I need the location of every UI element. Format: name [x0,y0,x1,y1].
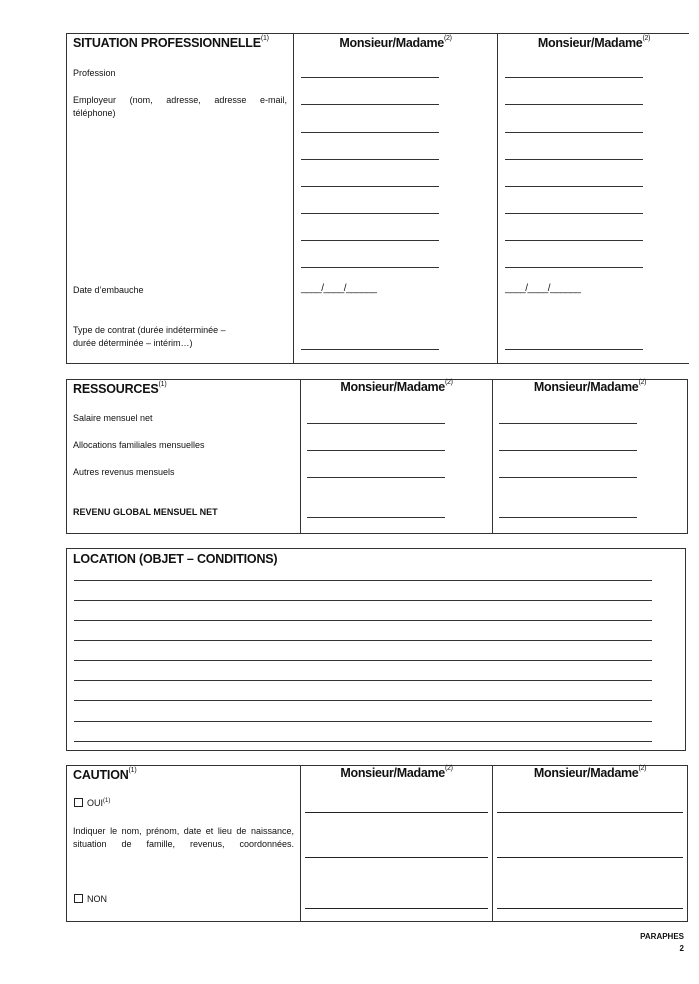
location-line[interactable] [74,721,652,722]
section-title: LOCATION (OBJET – CONDITIONS) [73,552,278,566]
type-contrat-field-2[interactable] [505,349,643,350]
autres-revenus-label: Autres revenus mensuels [73,467,175,477]
allocations-label: Allocations familiales mensuelles [73,440,205,450]
section-title: SITUATION PROFESSIONNELLE$^{(1)}$ [73,35,269,50]
location-line[interactable] [74,600,652,601]
divider [497,34,498,363]
employeur-field-2[interactable] [505,159,643,160]
section-title: CAUTION$^{(1)}$ [73,767,137,782]
divider [293,34,294,363]
caution-section [66,765,688,922]
date-embauche-field-1[interactable]: ____/____/______ [301,283,377,294]
location-line[interactable] [74,580,652,581]
employeur-field-2[interactable] [505,240,643,241]
profession-field-2[interactable] [505,77,643,78]
revenu-global-field-1[interactable] [307,517,445,518]
column-header-1: Monsieur/Madame$^{(2)}$ [340,765,453,780]
situation-professionnelle-section [66,33,689,364]
employeur-field-1[interactable] [301,104,439,105]
employeur-field-2[interactable] [505,104,643,105]
employeur-field-1[interactable] [301,159,439,160]
location-line[interactable] [74,640,652,641]
autres-revenus-field-2[interactable] [499,477,637,478]
profession-label: Profession [73,68,116,78]
divider [300,380,301,533]
employeur-field-2[interactable] [505,186,643,187]
divider [300,766,301,921]
employeur-field-1[interactable] [301,186,439,187]
employeur-field-2[interactable] [505,213,643,214]
location-line[interactable] [74,660,652,661]
caution-field-1[interactable] [305,908,488,909]
type-contrat-label: Type de contrat (durée indéterminée – durée déterminée – intérim…) [73,325,226,348]
paraphes-label: PARAPHES [640,932,684,941]
salaire-label: Salaire mensuel net [73,413,153,423]
caution-field-2[interactable] [497,908,683,909]
divider [492,766,493,921]
page-number: 2 [679,944,684,953]
column-header-2: Monsieur/Madame$^{(2)}$ [533,765,647,780]
ressources-section [66,379,688,534]
location-line[interactable] [74,620,652,621]
profession-field-1[interactable] [301,77,439,78]
caution-field-1[interactable] [305,857,488,858]
type-contrat-field-1[interactable] [301,349,439,350]
date-embauche-label: Date d’embauche [73,285,144,295]
non-option[interactable]: NON [74,894,107,904]
divider [492,380,493,533]
location-line[interactable] [74,700,652,701]
allocations-field-2[interactable] [499,450,637,451]
employeur-field-1[interactable] [301,132,439,133]
employeur-field-1[interactable] [301,213,439,214]
caution-field-2[interactable] [497,812,683,813]
employeur-field-2[interactable] [505,267,643,268]
employeur-label: Employeur (nom, adresse, adresse e-mail, téléphone) [73,95,287,118]
employeur-field-2[interactable] [505,132,643,133]
caution-field-1[interactable] [305,812,488,813]
location-line[interactable] [74,741,652,742]
oui-option[interactable]: OUI$^{(1)}$ [74,798,110,808]
non-checkbox[interactable] [74,894,83,903]
employeur-field-1[interactable] [301,267,439,268]
column-header-2: Monsieur/Madame$^{(2)}$ [537,35,651,50]
column-header-1: Monsieur/Madame$^{(2)}$ [340,379,453,394]
employeur-field-1[interactable] [301,240,439,241]
caution-instructions: Indiquer le nom, prénom, date et lieu de naissance, situation de famille, revenus, coordonnées. [73,826,294,849]
location-section [66,548,686,751]
salaire-field-2[interactable] [499,423,637,424]
location-line[interactable] [74,680,652,681]
caution-field-2[interactable] [497,857,683,858]
revenu-global-field-2[interactable] [499,517,637,518]
section-title: RESSOURCES$^{(1)}$ [73,381,167,396]
revenu-global-label: REVENU GLOBAL MENSUEL NET [73,507,218,517]
column-header-2: Monsieur/Madame$^{(2)}$ [533,379,647,394]
column-header-1: Monsieur/Madame$^{(2)}$ [339,35,452,50]
allocations-field-1[interactable] [307,450,445,451]
autres-revenus-field-1[interactable] [307,477,445,478]
salaire-field-1[interactable] [307,423,445,424]
oui-checkbox[interactable] [74,798,83,807]
date-embauche-field-2[interactable]: ____/____/______ [505,283,581,294]
